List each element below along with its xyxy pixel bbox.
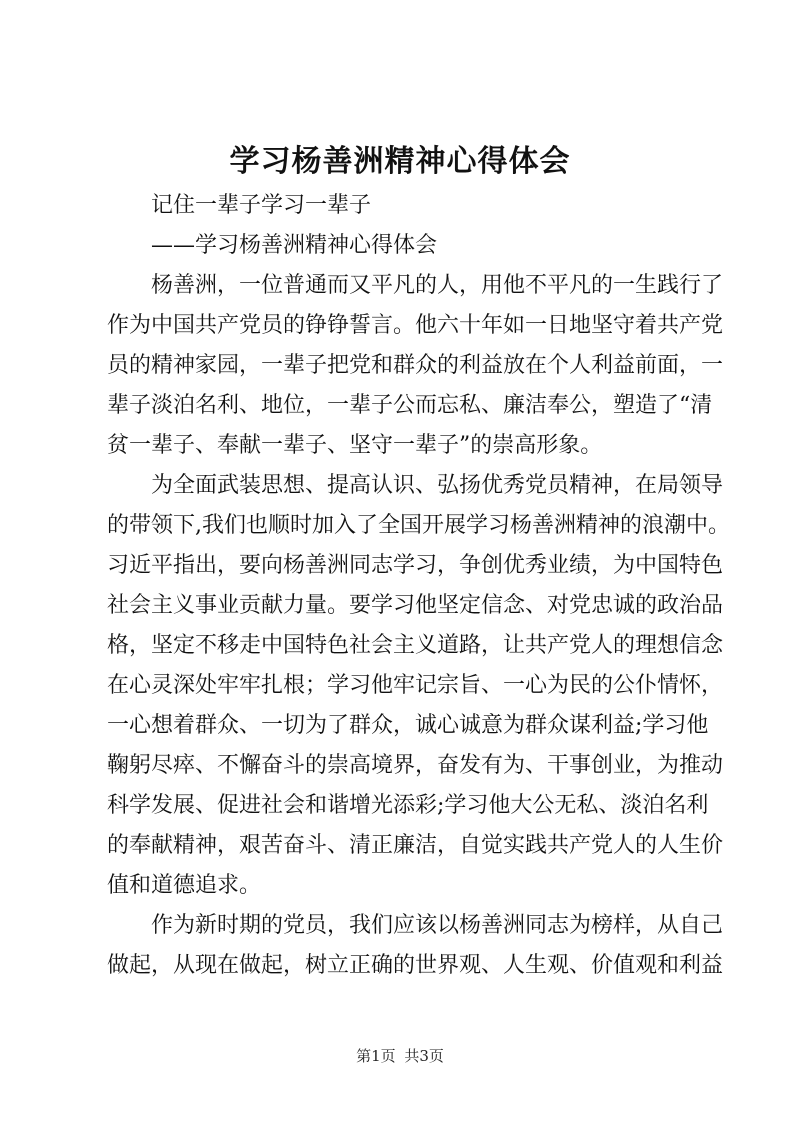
- paragraph-1-line-4: 辈子淡泊名利、地位，一辈子公而忘私、廉洁奉公，塑造了“清: [107, 393, 713, 418]
- paragraph-1-line-1: 杨善洲，一位普通而又平凡的人，用他不平凡的一生践行了: [151, 273, 724, 298]
- document-body: [107, 186, 730, 986]
- byline-line: ——学习杨善洲精神心得体会: [151, 233, 438, 258]
- paragraph-2-line-6: 在心灵深处牢牢扎根；学习他牢记宗旨、一心为民的公仆情怀，: [107, 673, 724, 698]
- paragraph-2-line-7: 一心想着群众、一切为了群众，诚心诚意为群众谋利益;学习他: [107, 713, 709, 738]
- subtitle-line: 记住一辈子学习一辈子: [151, 193, 372, 218]
- paragraph-2-line-10: 的奉献精神，艰苦奋斗、清正廉洁，自觉实践共产党人的人生价: [107, 833, 724, 858]
- paragraph-1-line-2: 作为中国共产党员的铮铮誓言。他六十年如一日地坚守着共产党: [107, 313, 724, 338]
- page-footer: [0, 1044, 800, 1068]
- paragraph-2-line-11: 值和道德追求。: [107, 873, 262, 898]
- paragraph-2-line-9: 科学发展、促进社会和谐增光添彩;学习他大公无私、淡泊名利: [107, 793, 709, 818]
- paragraph-2-line-4: 社会主义事业贡献力量。要学习他坚定信念、对党忠诚的政治品: [107, 593, 724, 618]
- paragraph-1-line-5: 贫一辈子、奉献一辈子、坚守一辈子”的崇高形象。: [107, 433, 603, 458]
- page-total: 共3页: [404, 1047, 444, 1065]
- paragraph-2-line-3: 习近平指出，要向杨善洲同志学习，争创优秀业绩，为中国特色: [107, 553, 724, 578]
- paragraph-2-line-2: 的带领下,我们也顺时加入了全国开展学习杨善洲精神的浪潮中。: [107, 513, 730, 538]
- paragraph-3-line-2: 做起，从现在做起，树立正确的世界观、人生观、价值观和利益: [107, 953, 724, 978]
- page-number: 第1页: [356, 1047, 396, 1065]
- paragraph-2-line-1: 为全面武装思想、提高认识、弘扬优秀党员精神，在局领导: [151, 473, 724, 498]
- paragraph-1-line-3: 员的精神家园，一辈子把党和群众的利益放在个人利益前面，一: [107, 353, 724, 378]
- paragraph-2-line-5: 格，坚定不移走中国特色社会主义道路，让共产党人的理想信念: [107, 633, 724, 658]
- document-title: 学习杨善洲精神心得体会: [229, 144, 571, 179]
- paragraph-3-line-1: 作为新时期的党员，我们应该以杨善洲同志为榜样，从自己: [151, 913, 724, 938]
- paragraph-2-line-8: 鞠躬尽瘁、不懈奋斗的崇高境界，奋发有为、干事创业，为推动: [107, 753, 724, 778]
